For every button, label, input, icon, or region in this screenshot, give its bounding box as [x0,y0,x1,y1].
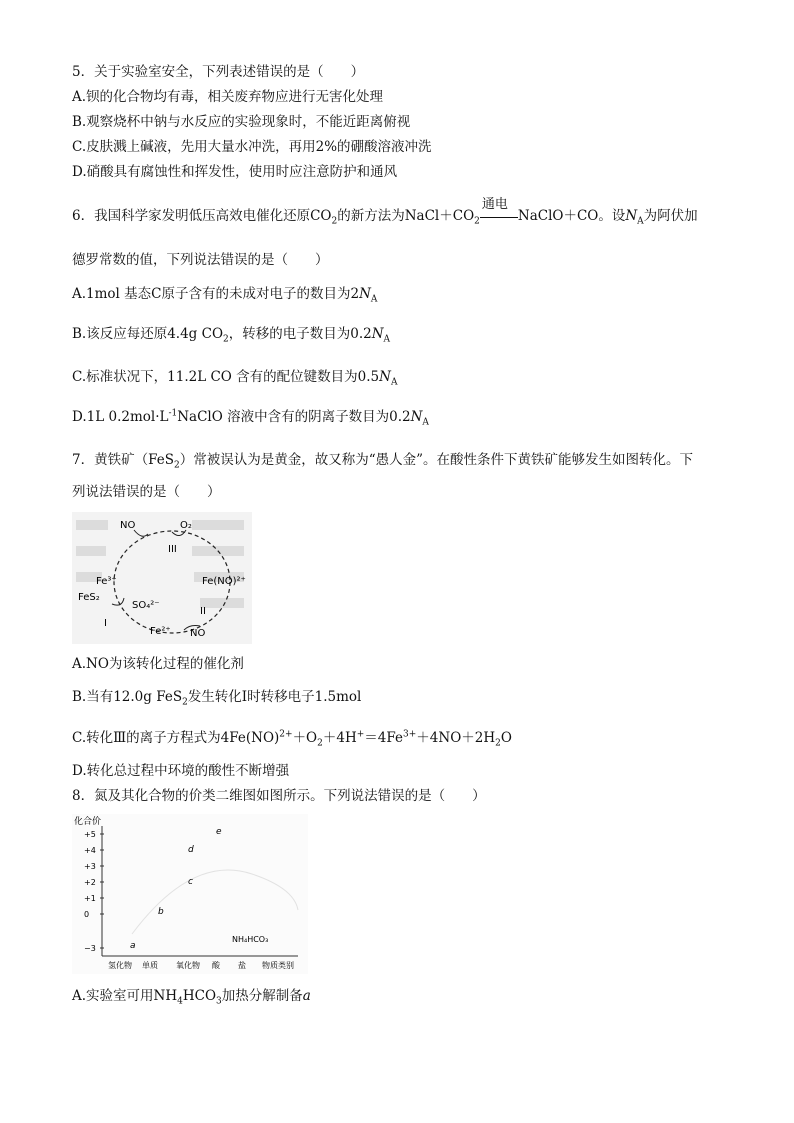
q8-option-a: A.实验室可用$NH_4HCO_3$加热分解制备a [72,988,311,1007]
point-label-b: b [158,907,164,917]
x-tick-label: 物质类别 [262,961,294,970]
label-no-bottom: NO [190,628,206,639]
electrolysis-arrow [480,196,518,224]
y-tick-label: 0 [84,910,90,919]
q7-stem-line2: 列说法错误的是（ ） [72,484,221,500]
x-tick-label: 盐 [238,961,246,970]
label-no-top: NO [120,520,136,531]
label-iii: III [168,544,177,555]
y-tick-label: +4 [84,846,96,855]
q5-stem: 5．关于实验室安全，下列表述错误的是（ ） [72,64,365,80]
point-label-c: c [188,877,193,887]
q7-option-d: D.转化总过程中环境的酸性不断增强 [72,763,290,779]
q5-option-d: D.硝酸具有腐蚀性和挥发性，使用时应注意防护和通风 [72,164,398,180]
q7-stem: 7．黄铁矿（FeS$_2$）常被误认为是黄金，故又称为“愚人金”。在酸性条件下黄铁矿能够发生如图转化。下 [72,452,694,471]
pyrite-cycle-diagram [72,512,252,644]
y-tick-label: −3 [84,944,96,953]
arrow-label: 通电 [481,196,508,212]
x-tick-label: 氢化物 [108,961,132,970]
q6-stem: 6．我国科学家发明低压高效电催化还原$CO_2$的新方法为$NaCl+CO_2$ 通电 NaClO＋CO。设$N_A$为阿伏加 [72,196,698,227]
x-tick-label: 酸 [212,961,220,970]
q8-stem: 8．氮及其化合物的价类二维图如图所示。下列说法错误的是（ ） [72,788,486,804]
point-label-e: e [216,827,222,837]
label-o2: O₂ [180,520,192,531]
q7-option-a: A.NO为该转化过程的催化剂 [72,656,244,672]
label-fe-no: Fe(NO)²⁺ [202,576,246,587]
label-fes2: FeS₂ [78,592,100,603]
y-tick-label: +5 [84,830,96,839]
q6-option-c: C.标准状况下，11.2L CO 含有的配位键数目为$0.5N_A$ [72,369,398,388]
x-tick-label: 氧化物 [176,961,200,970]
chart-background [72,814,308,974]
q6-stem-line2: 德罗常数的值，下列说法错误的是（ ） [72,252,329,268]
label-ii: II [200,606,206,617]
q6-option-b: B.该反应每还原4.4g $CO_2$，转移的电子数目为$0.2N_A$ [72,326,391,345]
salt-label: NH₄HCO₃ [232,935,269,944]
q6-option-d: D.1L $0.2mol\cdot L^{-1}NaClO$ 溶液中含有的阴离子数目为$0.2N_A$ [72,408,429,428]
y-axis-label: 化合价 [74,817,102,827]
q5-option-a: A.钡的化合物均有毒，相关废弃物应进行无害化处理 [72,89,384,105]
q7-option-c: C.转化Ⅲ的离子方程式为$4Fe(NO)^{2+}+O_2+4H^+=4Fe^{3+}+4NO+2H_2O$ [72,729,512,749]
point-label-d: d [188,845,194,855]
y-tick-label: +2 [84,878,96,887]
label-so4: SO₄²⁻ [132,600,160,611]
q6-option-a: A.1mol 基态C原子含有的未成对电子的数目为$2N_A$ [72,286,378,305]
point-label-a: a [130,941,136,951]
label-fe2: Fe²⁺ [150,626,171,637]
y-tick-label: +1 [84,894,96,903]
q7-option-b: B.当有12.0g FeS$_2$发生转化Ⅰ时转移电子1.5mol [72,689,362,708]
y-tick-label: +3 [84,862,96,871]
q5-option-c: C.皮肤溅上碱液，先用大量水冲洗，再用2%的硼酸溶液冲洗 [72,139,432,155]
q5-option-b: B.观察烧杯中钠与水反应的实验现象时，不能近距离俯视 [72,114,411,130]
x-tick-label: 单质 [142,961,158,970]
label-i: I [104,618,107,629]
nitrogen-valence-class-chart [72,814,308,974]
label-fe3: Fe³⁺ [96,576,117,587]
